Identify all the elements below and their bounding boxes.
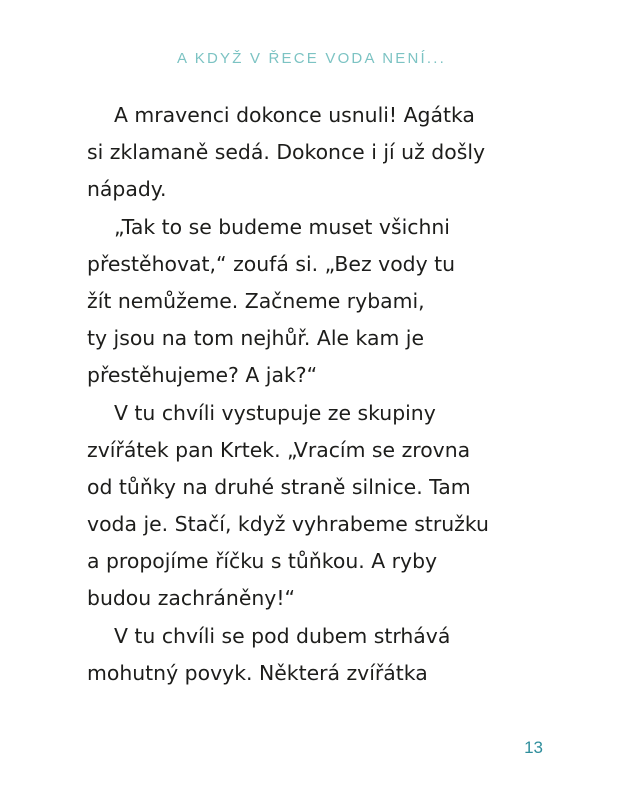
text-line: zvířátek pan Krtek. „Vracím se zrovna (87, 437, 471, 462)
page-number: 13 (524, 738, 543, 757)
text-line: přestěhovat,“ zoufá si. „Bez vody tu (87, 251, 456, 276)
text-line: žít nemůžeme. Začneme rybami, (87, 288, 425, 313)
text-line: voda je. Stačí, když vyhrabeme stružku (87, 512, 489, 537)
text-line: ty jsou na tom nejhůř. Ale kam je (87, 326, 425, 351)
text-line: přestěhujeme? A jak?“ (87, 363, 318, 388)
text-line: budou zachráněny!“ (87, 586, 296, 611)
text-line: „Tak to se budeme muset všichni (114, 214, 450, 239)
text-line: si zklamaně sedá. Dokonce i jí už došly (87, 140, 486, 165)
text-line: od tůňky na druhé straně silnice. Tam (87, 474, 471, 499)
text-line: nápady. (87, 177, 167, 202)
running-header: A KDYŽ V ŘECE VODA NENÍ... (177, 50, 446, 67)
body-text (87, 97, 557, 692)
text-line: A mravenci dokonce usnuli! Agátka (114, 103, 475, 127)
text-line: a propojíme říčku s tůňkou. A ryby (87, 549, 438, 574)
text-line: V tu chvíli vystupuje ze skupiny (114, 400, 436, 425)
text-line: mohutný povyk. Některá zvířátka (87, 660, 428, 685)
text-line: V tu chvíli se pod dubem strhává (114, 623, 451, 648)
